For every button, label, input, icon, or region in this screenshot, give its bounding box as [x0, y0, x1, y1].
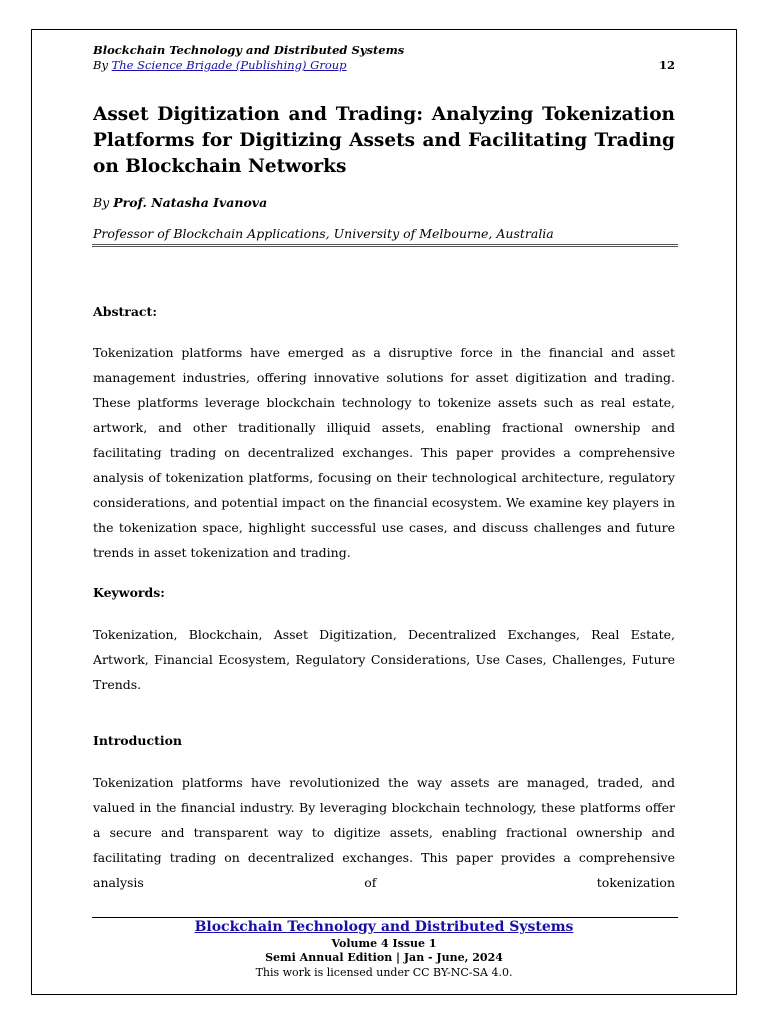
running-header-publisher-line: [93, 58, 347, 72]
article-title: Asset Digitization and Trading: Analyzing Tokenization Platforms for Digitizing Assets and Facilitating Trading on Blockchain Networks: [93, 104, 675, 177]
footer-journal-link[interactable]: Blockchain Technology and Distributed Systems: [194, 919, 574, 935]
author-line: [93, 195, 267, 210]
abstract-heading: Abstract:: [93, 304, 157, 319]
author-name: Prof. Natasha Ivanova: [113, 195, 268, 210]
author-prefix: By: [93, 195, 114, 210]
title-divider: [92, 244, 678, 247]
running-header-journal: Blockchain Technology and Distributed Systems: [93, 43, 405, 57]
page-number: 12: [658, 58, 675, 72]
keywords-text: Tokenization, Blockchain, Asset Digitization, Decentralized Exchanges, Real Estate, Artwork, Financial Ecosystem, Regulatory Considerations, Use Cases, Challenges, Future Trends.: [93, 627, 675, 692]
footer-edition: Semi Annual Edition | Jan - June, 2024: [265, 951, 503, 964]
author-affiliation: Professor of Blockchain Applications, University of Melbourne, Australia: [93, 226, 554, 241]
footer-volume: Volume 4 Issue 1: [331, 937, 437, 950]
publisher-link[interactable]: The Science Brigade (Publishing) Group: [111, 58, 347, 72]
abstract-text: Tokenization platforms have emerged as a disruptive force in the financial and asset management industries, offering innovative solutions for asset digitization and trading. These platforms leverage blockchain technology to tokenize assets such as real estate, artwork, and other traditionally illiquid assets, enabling fractional ownership and facilitating trading on decentralized exchanges. This paper provides a comprehensive analysis of tokenization platforms, focusing on their technological architecture, regulatory considerations, and potential impact on the financial ecosystem. We examine key players in the tokenization space, highlight successful use cases, and discuss challenges and future trends in asset tokenization and trading.: [93, 345, 675, 560]
keywords-heading: Keywords:: [93, 585, 165, 600]
footer-license: This work is licensed under CC BY-NC-SA 4.0.: [255, 966, 513, 979]
footer-divider: [92, 917, 678, 918]
publisher-prefix: By: [93, 58, 112, 72]
introduction-text: Tokenization platforms have revolutionized the way assets are managed, traded, and valued in the financial industry. By leveraging blockchain technology, these platforms offer a secure and transparent way to digitize assets, enabling fractional ownership and facilitating trading on decentralized exchanges. This paper provides a comprehensive analysis of tokenization: [93, 775, 675, 890]
introduction-heading: Introduction: [93, 733, 183, 748]
footer-journal: [93, 919, 675, 935]
